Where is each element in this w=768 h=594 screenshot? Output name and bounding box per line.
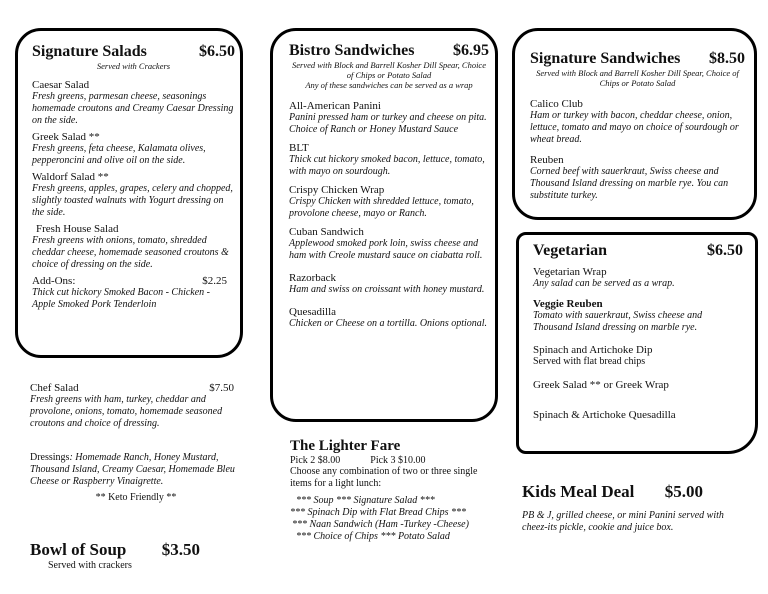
signature-sandwiches-section: [530, 50, 745, 202]
section-subtitle-2: Any of these sandwiches can be served as a wrap: [305, 80, 473, 90]
dressings-section: [30, 452, 242, 503]
item-name: Crispy Chicken Wrap: [289, 184, 385, 196]
pick-3-price: Pick 3 $10.00: [370, 455, 426, 466]
item-desc: Tomato with sauerkraut, Swiss cheese and Thousand Island dressing on marble rye.: [533, 310, 703, 333]
section-title: The Lighter Fare: [290, 438, 401, 454]
vegetarian-section: [533, 242, 743, 421]
keto-note: ** Keto Friendly **: [95, 492, 177, 503]
addons-price: $2.25: [202, 275, 227, 287]
bistro-sandwiches-section: [289, 42, 489, 330]
item-name: Reuben: [530, 154, 564, 166]
item-desc: Fresh greens, parmesan cheese, seasonings homemade croutons and Creamy Caesar Dressing on the side.: [32, 91, 234, 126]
item-name: Cuban Sandwich: [289, 226, 364, 238]
item-desc: Ham and swiss on croissant with honey mustard.: [289, 284, 485, 295]
section-price: $8.50: [709, 50, 745, 67]
section-price: $6.95: [453, 42, 489, 59]
item-desc: Served with flat bread chips: [533, 356, 646, 367]
item-desc: Chicken or Cheese on a tortilla. Onions optional.: [289, 318, 488, 329]
lighter-option-line: *** Naan Sandwich (Ham -Turkey -Cheese): [292, 519, 469, 530]
item-name: Spinach & Artichoke Quesadilla: [533, 409, 676, 421]
section-title: Signature Salads: [32, 43, 147, 60]
addons-desc: Thick cut hickory Smoked Bacon - Chicken - Apple Smoked Pork Tenderloin: [32, 287, 210, 310]
chef-salad-section: [30, 382, 242, 430]
item-desc: Served with crackers: [48, 560, 132, 571]
item-name: Vegetarian Wrap: [533, 266, 607, 278]
item-desc: Fresh greens with onions, tomato, shredded cheddar cheese, homemade seasoned croutons & choice of dressing on the side.: [32, 235, 229, 270]
item-name: Fresh House Salad: [36, 223, 119, 235]
addons-label: Add-Ons:: [32, 275, 76, 287]
item-name: Greek Salad ** or Greek Wrap: [533, 379, 669, 391]
section-price: $6.50: [707, 242, 743, 259]
item-desc: Applewood smoked pork loin, swiss cheese and ham with Creole mustard sauce on ciabatta roll.: [289, 238, 483, 261]
item-name: Spinach and Artichoke Dip: [533, 344, 653, 356]
pick-2-price: Pick 2 $8.00: [290, 455, 341, 466]
item-desc: Any salad can be served as a wrap.: [533, 278, 675, 289]
item-name: Caesar Salad: [32, 79, 90, 91]
item-name: BLT: [289, 142, 309, 154]
dressings-text: : Homemade Ranch, Honey Mustard, Thousand Island, Creamy Caesar, Homemade Bleu Cheese or Raspberry Vinaigrette.: [30, 452, 235, 487]
section-price: $5.00: [664, 482, 703, 501]
lighter-fare-section: [290, 438, 500, 543]
section-subtitle: Served with Crackers: [96, 61, 171, 71]
item-name: Greek Salad **: [32, 131, 100, 143]
item-name: Calico Club: [530, 98, 583, 110]
item-name: Bowl of Soup: [30, 540, 127, 559]
item-desc: Crispy Chicken with shredded lettuce, tomato, provolone cheese, mayo or Ranch.: [289, 196, 474, 219]
signature-salads-section: [32, 43, 235, 311]
item-desc: Thick cut hickory smoked bacon, lettuce, tomato, with mayo on sourdough.: [289, 154, 485, 177]
item-desc: PB & J, grilled cheese, or mini Panini served with cheez-its pickle, cookie and juice box.: [522, 510, 724, 533]
item-desc: Ham or turkey with bacon, cheddar cheese, onion, lettuce, tomato and mayo on choice of sourdough or wheat bread.: [530, 110, 739, 145]
section-title: Vegetarian: [533, 242, 608, 259]
item-desc: Fresh greens, feta cheese, Kalamata olives, pepperoncini and olive oil on the side.: [32, 143, 206, 166]
item-desc: Fresh greens, apples, grapes, celery and chopped, slightly toasted walnuts with Yogurt dressing on the side.: [32, 183, 233, 218]
item-name: Chef Salad: [30, 382, 79, 394]
item-desc: Fresh greens with ham, turkey, cheddar and provolone, onions, tomato, homemade seasoned croutons and choice of dressing.: [30, 394, 223, 429]
item-name: Veggie Reuben: [533, 298, 603, 310]
lighter-desc: Choose any combination of two or three single items for a light lunch:: [290, 466, 478, 489]
dressings-label: Dressings: [30, 452, 70, 463]
item-desc: Panini pressed ham or turkey and cheese on pita. Choice of Ranch or Honey Mustard Sauce: [289, 112, 487, 135]
section-title: Bistro Sandwiches: [289, 42, 415, 59]
item-name: Quesadilla: [289, 306, 337, 318]
section-title: Kids Meal Deal: [522, 482, 635, 501]
item-price: $7.50: [209, 382, 234, 394]
section-subtitle: Served with Block and Barrell Kosher Dill Spear, Choice of Chips or Potato Salad: [536, 68, 739, 88]
item-price: $3.50: [161, 540, 200, 559]
item-name: Razorback: [289, 272, 337, 284]
kids-meal-section: [522, 482, 747, 534]
item-name: Waldorf Salad **: [32, 171, 109, 183]
lighter-option-line: *** Soup *** Signature Salad ***: [296, 495, 435, 506]
lighter-option-line: *** Choice of Chips *** Potato Salad: [296, 531, 450, 542]
section-subtitle: Served with Block and Barrell Kosher Dill Spear, Choice of Chips or Potato Salad: [292, 60, 486, 80]
item-name: All-American Panini: [289, 100, 381, 112]
item-desc: Corned beef with sauerkraut, Swiss cheese and Thousand Island dressing on marble rye. You can substitute turkey.: [530, 166, 729, 201]
lighter-option-line: *** Spinach Dip with Flat Bread Chips ***: [290, 507, 467, 518]
soup-section: [30, 540, 200, 571]
section-title: Signature Sandwiches: [530, 50, 681, 67]
section-price: $6.50: [199, 43, 235, 60]
